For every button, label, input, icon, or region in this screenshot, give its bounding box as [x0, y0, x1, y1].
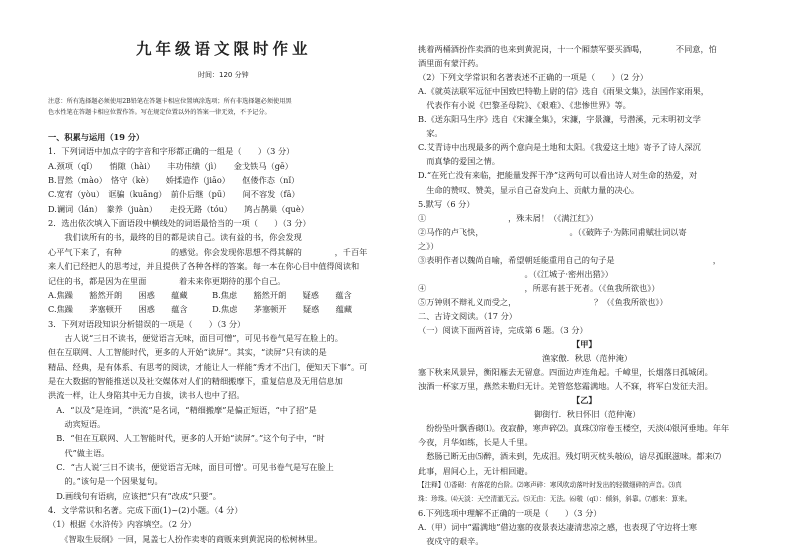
right-text-line: 珠：珍珠。⑷天淡：天空清澈无云。⑸无由：无法。⑹攲（qī）：倾斜，斜靠。⑺都来：算来。	[418, 494, 692, 503]
right-text-line: （2）下列文学常识和名著表述不正确的一项是（ ）（2 分）	[418, 72, 648, 83]
right-text-line: ① ，殊未屑！（《满江红》）	[418, 212, 599, 223]
page-title: 九年级语文限时作业	[136, 40, 312, 58]
right-text-line: 渔家傲．秋思（范仲淹）	[542, 353, 633, 364]
notice-line-1: 注意：所有选择题必须使用2B铅笔在答题卡相应位置填涂选项；所有非选择题必须使用黑	[48, 98, 292, 105]
left-text-line: 精品、经典，是有体系、有思考的阅读，才能让人一样能“秀才不出门，便知天下事”。可	[48, 361, 368, 372]
right-text-line: 此事，眉间心上，无计相回避。	[418, 465, 533, 476]
right-text-line: ③表明作者以魏尚自喻，希望朝廷能重用自己的句子是 ，	[418, 254, 721, 265]
left-text-line: A.焦躁 豁然开朗 困惑 蕴藏 B.焦虑 豁然开朗 疑惑 蕴含	[48, 289, 352, 300]
left-text-line: 的。”该句是一个因果复句。	[48, 476, 163, 487]
right-text-line: 【注释】⑴香砌：有落花的台阶。⑵寒声碎：寒风吹动落叶时发出的轻微细碎的声音。⑶真	[418, 480, 682, 489]
right-text-line: 浊酒一杯家万里，燕然未勒归无计。羌管悠悠霜满地。人不寐，将军白发征夫泪。	[418, 381, 713, 392]
right-text-line: ④ ，所恶有甚于死者。（《鱼我所欲也》）	[418, 282, 660, 293]
right-text-line: D.“在死亡没有来临，把能量发挥干净”这两句可以看出诗人对生命的热爱，对	[418, 170, 698, 181]
right-text-line: 愁肠已断无由⑸醉，酒未到，先成泪。残灯明灭枕头攲⑹，谙尽孤眠滋味。都来⑺	[418, 451, 721, 462]
left-text-line: B．“但在互联网、人工智能时代，更多的人开始“读屏”。”这个句子中，“时	[48, 433, 325, 444]
right-text-line: 而真挚的爱国之情。	[418, 156, 500, 167]
right-text-line: 生命的赞叹、赞美，显示自己奋发向上、贡献力量的决心。	[418, 184, 640, 195]
left-text-line: （1）根据《水浒传》内容填空。（2 分）	[48, 519, 197, 530]
right-text-line: 【甲】	[572, 339, 597, 350]
left-text-line: 但在互联网、人工智能时代，更多的人开始“读屏”。其实，“读屏”只有读的是	[48, 347, 327, 358]
left-text-line: A．“以及”是连词，“洪流”是名词，“精细搬摩”是偏正短语，“中了招”是	[48, 404, 317, 415]
left-text-line: 《智取生辰纲》一回，晁盖七人扮作卖枣的商贩来到黄泥岗的松树林里。	[48, 533, 323, 544]
right-text-line: 之》）	[418, 240, 439, 251]
right-text-line: 今夜，月华如练，长是人千里。	[418, 437, 533, 448]
left-text-line: B.冒然（mào） 恪守（kè） 娇揉造作（jiāo） 伛偻作态（nǐ）	[48, 175, 300, 186]
right-text-line: 夜戍守的艰辛。	[418, 535, 484, 546]
right-text-line: C.艾青诗中出现最多的两个意向是土地和太阳。《我爱这土地》寄予了诗人深沉	[418, 142, 701, 153]
left-text-line: 来人们已经把人的思考过，并且提供了各种各样的答案。每一本在你心目中值得阅读和	[48, 261, 360, 272]
right-text-line: 6.下列选项中理解不正确的一项是（ ）（3 分）	[418, 507, 602, 518]
right-text-line: 挑着两桶酒扮作卖酒的也来到黄泥岗，十一个厢禁军要买酒喝， 不同意，怕	[418, 44, 717, 54]
right-text-line: ⑤万钟则不辩礼义而受之， ？（《鱼我所欲也》）	[418, 296, 668, 307]
right-text-line: 代表作有小说《巴黎圣母院》、《艰难》、《悲惨世界》等。	[418, 100, 631, 111]
left-text-line: 1．下列词语中加点字的字音和字形都正确的一组是（ ）（3 分）	[48, 146, 295, 157]
right-text-line: 酒里面有蒙汗药。	[418, 58, 484, 69]
right-text-line: B.《送东阳马生序》选自《宋濂全集》，宋濂，字景濂，号潜溪，元末明初文学	[418, 114, 701, 125]
notice-line-2: 色水性笔在答题卡相应位置作答。写在规定位置以外的答案一律无效，不予记分。	[48, 109, 271, 116]
right-text-line: 5.默写（6 分）	[418, 198, 475, 209]
left-text-line: 动宾短语。	[48, 419, 106, 429]
left-text-line: 3．下列对语段知识分析错误的一项是（ ）（3 分）	[48, 318, 246, 329]
left-text-line: 洪流一样，让人身陷其中无力自拔，读书人也中了招。	[48, 390, 245, 401]
left-text-line: 4．文学常识和名著。完成下面(1)~(2)小题。（4 分）	[48, 505, 243, 516]
left-text-line: 2．选出依次填入下面语段中横线处的词语最恰当的一项（ ）（3 分）	[48, 218, 311, 229]
right-text-line: 家。	[418, 128, 443, 139]
right-text-line: A.（甲）词中“霜满地”借边塞的夜景表达凄清悲凉之感，也表现了守边将士寒	[418, 521, 697, 532]
left-text-line: 记住的书，都是因为在里面 着未来你更期待的那个自己。	[48, 275, 286, 286]
left-text-line: 是在大数据的智能推送以及社交媒体对人们的精细搬摩下，重复信息及无用信息加	[48, 375, 343, 386]
left-text-line: C．“古人说‘三日不读书，便觉语言无味，面目可憎’。可见书卷气是写在脸上	[48, 462, 334, 473]
right-text-line: ②马作的卢飞快， 。（《破阵子·为陈同甫赋壮词以寄	[418, 226, 687, 237]
right-text-line: （一）阅读下面两首诗，完成第 6 题。（3 分）	[418, 325, 588, 335]
left-text-line: 一、积累与运用（19 分）	[48, 132, 145, 142]
left-text-line: D.谰词（lán） 豢养（juàn） 走投无路（tóu） 鸠占鹊巢（què）	[48, 203, 309, 214]
right-text-line: A.《就英法联军远征中国致巴特勒上尉的信》选自《雨果文集》，法国作家雨果，	[418, 86, 709, 97]
left-text-line: 代”做主语。	[48, 447, 110, 458]
right-text-line: 二、古诗文阅读。（17 分）	[418, 310, 517, 321]
left-text-line: 心平气下来了，有种 的感觉。你会发现你思想不得其解的 ，千百年	[48, 246, 368, 257]
exam-time: 时间：120 分钟	[198, 71, 249, 79]
right-text-line: 御街行．秋日怀旧（范仲淹）	[534, 409, 641, 420]
left-text-line: D.画线句有语病，应该把“只有”改成“只要”。	[48, 490, 221, 501]
left-text-line: A.颈项（qǐ） 悄隙（hài） 丰功伟绩（jì） 金戈铁马（gē）	[48, 160, 293, 171]
right-text-line: 。（《江城子·密州出猎》）	[418, 268, 613, 279]
left-text-line: 我们读所有的书，最终的目的都是读自己。读有益的书，你会发现	[48, 232, 302, 243]
left-text-line: 古人说“三日不读书，便觉语言无味，面目可憎”，可见书卷气是写在脸上的。	[48, 332, 343, 343]
left-text-line: C.焦躁 茅塞顿开 困惑 蕴含 D.焦虑 茅塞顿开 疑惑 蕴藏	[48, 304, 353, 315]
right-text-line: 塞下秋来风景异，衡阳雁去无留意。四面边声连角起。千嶂里，长烟落日孤城闭。	[418, 367, 713, 378]
left-text-line: C.宽宥（yòu） 诓骗（kuāng） 前仆后继（pū） 间不容发（fā）	[48, 189, 300, 200]
right-text-line: 纷纷坠叶飘香砌⑴。夜寂静，寒声碎⑵。真珠⑶帘卷玉楼空，天淡⑷银河垂地。年年	[418, 423, 730, 434]
right-text-line: 【乙】	[572, 395, 597, 406]
